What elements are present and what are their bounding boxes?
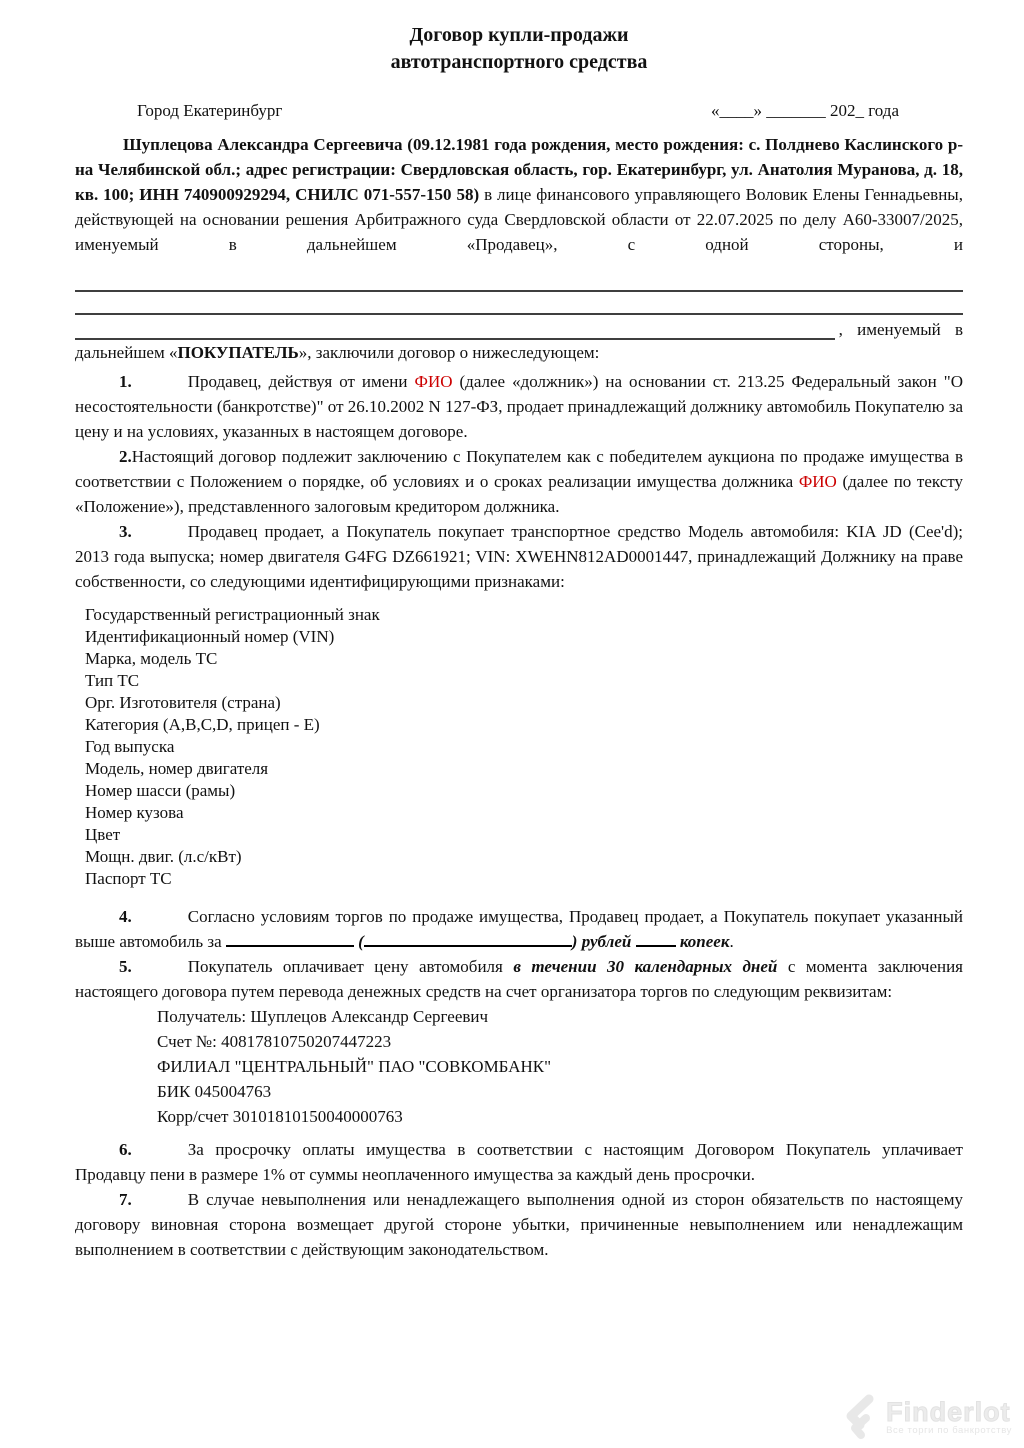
paren-open: ( <box>358 932 364 951</box>
buyer-line-post: », заключили договор о нижеследующем: <box>298 343 600 362</box>
clause-1-number: 1. <box>119 372 132 391</box>
city-label: Город Екатеринбург <box>137 101 283 120</box>
vehicle-field: Номер кузова <box>85 803 184 822</box>
buyer-line-pre: дальнейшем « <box>75 343 178 362</box>
buyer-name-blank-line-2 <box>75 292 963 315</box>
clause-2-number: 2. <box>119 447 132 466</box>
vehicle-identification-list <box>85 604 963 890</box>
payment-recipient: Получатель: Шуплецов Александр Сергеевич <box>157 1007 489 1026</box>
finderlot-logo-icon <box>838 1394 880 1442</box>
seller-preamble-paragraph <box>75 132 963 257</box>
fio-placeholder-red: ФИО <box>798 472 837 491</box>
clause-3-number: 3. <box>119 522 132 541</box>
clause-5 <box>75 954 963 1004</box>
clause-2 <box>75 444 963 519</box>
clause-3 <box>75 519 963 594</box>
clause-4 <box>75 904 963 954</box>
buyer-designation-line <box>75 340 963 365</box>
watermark-tagline: Все торги по банкротству <box>886 1425 1012 1436</box>
clause-2-text-post: (далее по тексту «Положение»), представленного залоговым кредитором должника. <box>75 472 963 516</box>
clause-7-number: 7. <box>119 1190 132 1209</box>
buyer-word: ПОКУПАТЕЛЬ <box>177 343 299 362</box>
clause-5-text-pre: Покупатель оплачивает цену автомобиля <box>187 957 514 976</box>
price-words-blank <box>364 942 572 947</box>
vehicle-field: Орг. Изготовителя (страна) <box>85 693 281 712</box>
clause-4-text-pre: Согласно условиям торгов по продаже имущества, Продавец продает, а Покупатель покупает указанный выше автомобиль за <box>75 907 963 951</box>
rubles-label: рублей <box>581 932 632 951</box>
document-title-line1: Договор купли-продажи <box>409 24 629 46</box>
clause-7 <box>75 1187 963 1262</box>
clause-6-number: 6. <box>119 1140 132 1159</box>
vehicle-field: Год выпуска <box>85 737 175 756</box>
buyer-name-blank-line-1 <box>75 269 963 292</box>
price-digits-blank <box>226 942 354 947</box>
vehicle-field: Марка, модель ТС <box>85 649 218 668</box>
watermark-brand: Finderlot <box>886 1397 1011 1427</box>
document-title <box>75 22 963 76</box>
clause-3-text: Продавец продает, а Покупатель покупает транспортное средство Модель автомобиля: KIA JD (Cee'd); 2013 года выпуска; номер двигателя G4FG DZ661921; VIN: XWEHN812AD0001447, принадлежащий Должнику на праве собственности, со следующими идентифицирующими признаками: <box>75 522 963 591</box>
clause-1-text-pre: Продавец, действуя от имени <box>187 372 415 391</box>
buyer-name-blank-line-3 <box>75 315 963 340</box>
vehicle-field: Тип ТС <box>85 671 140 690</box>
clause-7-text: В случае невыполнения или ненадлежащего выполнения одной из сторон обязательств по настоящему договору виновная сторона возмещает другой стороне убытки, причиненные невыполнением или ненадлежащим выполнением в соответствии с действующим законодательством. <box>75 1190 963 1259</box>
clause-6-text: За просрочку оплаты имущества в соответствии с настоящим Договором Покупатель уплачивает Продавцу пени в размере 1% от суммы неоплаченного имущества за каждый день просрочки. <box>75 1140 963 1184</box>
kopecks-label: копеек <box>679 932 730 951</box>
clause-6 <box>75 1137 963 1187</box>
payment-bank-name: ФИЛИАЛ "ЦЕНТРАЛЬНЫЙ" ПАО "СОВКОМБАНК" <box>157 1057 552 1076</box>
clause-2-text-pre: Настоящий договор подлежит заключению с Покупателем как с победителем аукциона по продаже имущества в соответствии с Положением о порядке, об условиях и о сроках реализации имущества должника <box>75 447 963 491</box>
watermark-text <box>886 1399 1012 1437</box>
vehicle-field: Номер шасси (рамы) <box>85 781 236 800</box>
payment-term-emphasis: в течении 30 календарных дней <box>513 957 778 976</box>
clause-1 <box>75 369 963 444</box>
city-date-row <box>75 98 963 124</box>
seller-name-bold: Шуплецова Александра Сергеевича (09.12.1981 года рождения, место рождения: с. Полднево Каслинского р-на Челябинской обл.; адрес регистрации: Свердловская область, гор. Екатеринбург, ул. Анатолия Муранова, д. 18, кв. 100; ИНН 740900929294, СНИЛС 071-557-150 58) <box>75 135 963 204</box>
clause-4-number: 4. <box>119 907 132 926</box>
vehicle-field: Идентификационный номер (VIN) <box>85 627 335 646</box>
clause-5-number: 5. <box>119 957 132 976</box>
vehicle-field: Мощн. двиг. (л.с/кВт) <box>85 847 242 866</box>
clause-4-period: . <box>729 932 734 951</box>
seller-preamble-rest: в лице финансового управляющего Воловик Елены Геннадьевны, действующей на основании решения Арбитражного суда Свердловской области от 22.07.2025 по делу А60-33007/2025, именуемый в дальнейшем «Продавец», с одной стороны, и <box>75 185 963 254</box>
buyer-suffix-text: , именуемый в <box>838 320 963 339</box>
vehicle-field: Государственный регистрационный знак <box>85 605 380 624</box>
payment-requisites-block <box>157 1004 963 1129</box>
kopecks-blank <box>636 942 676 947</box>
document-title-line2: автотранспортного средства <box>390 51 648 73</box>
buyer-name-blank-fill <box>75 315 835 340</box>
date-blank-line: «____» _______ 202_ года <box>710 101 899 120</box>
clause-1-text-post: (далее «должник») на основании ст. 213.25 Федеральный закон "О несостоятельности (банкротстве)" от 26.10.2002 N 127-ФЗ, продает принадлежащий должнику автомобиль Покупателю за цену и на условиях, указанных в настоящем договоре. <box>75 372 963 441</box>
fio-placeholder-red: ФИО <box>414 372 453 391</box>
payment-corr-account: Корр/счет 30101810150040000763 <box>157 1107 403 1126</box>
payment-bik: БИК 045004763 <box>157 1082 272 1101</box>
finderlot-watermark <box>838 1394 1012 1442</box>
vehicle-field: Цвет <box>85 825 121 844</box>
vehicle-field: Паспорт ТС <box>85 869 172 888</box>
clause-5-text-post: с момента заключения настоящего договора путем перевода денежных средств на счет организатора торгов по следующим реквизитам: <box>75 957 964 1001</box>
payment-account-number: Счет №: 40817810750207447223 <box>157 1032 392 1051</box>
vehicle-field: Категория (A,B,C,D, прицеп - E) <box>85 715 320 734</box>
vehicle-field: Модель, номер двигателя <box>85 759 269 778</box>
paren-close: ) <box>571 932 578 951</box>
